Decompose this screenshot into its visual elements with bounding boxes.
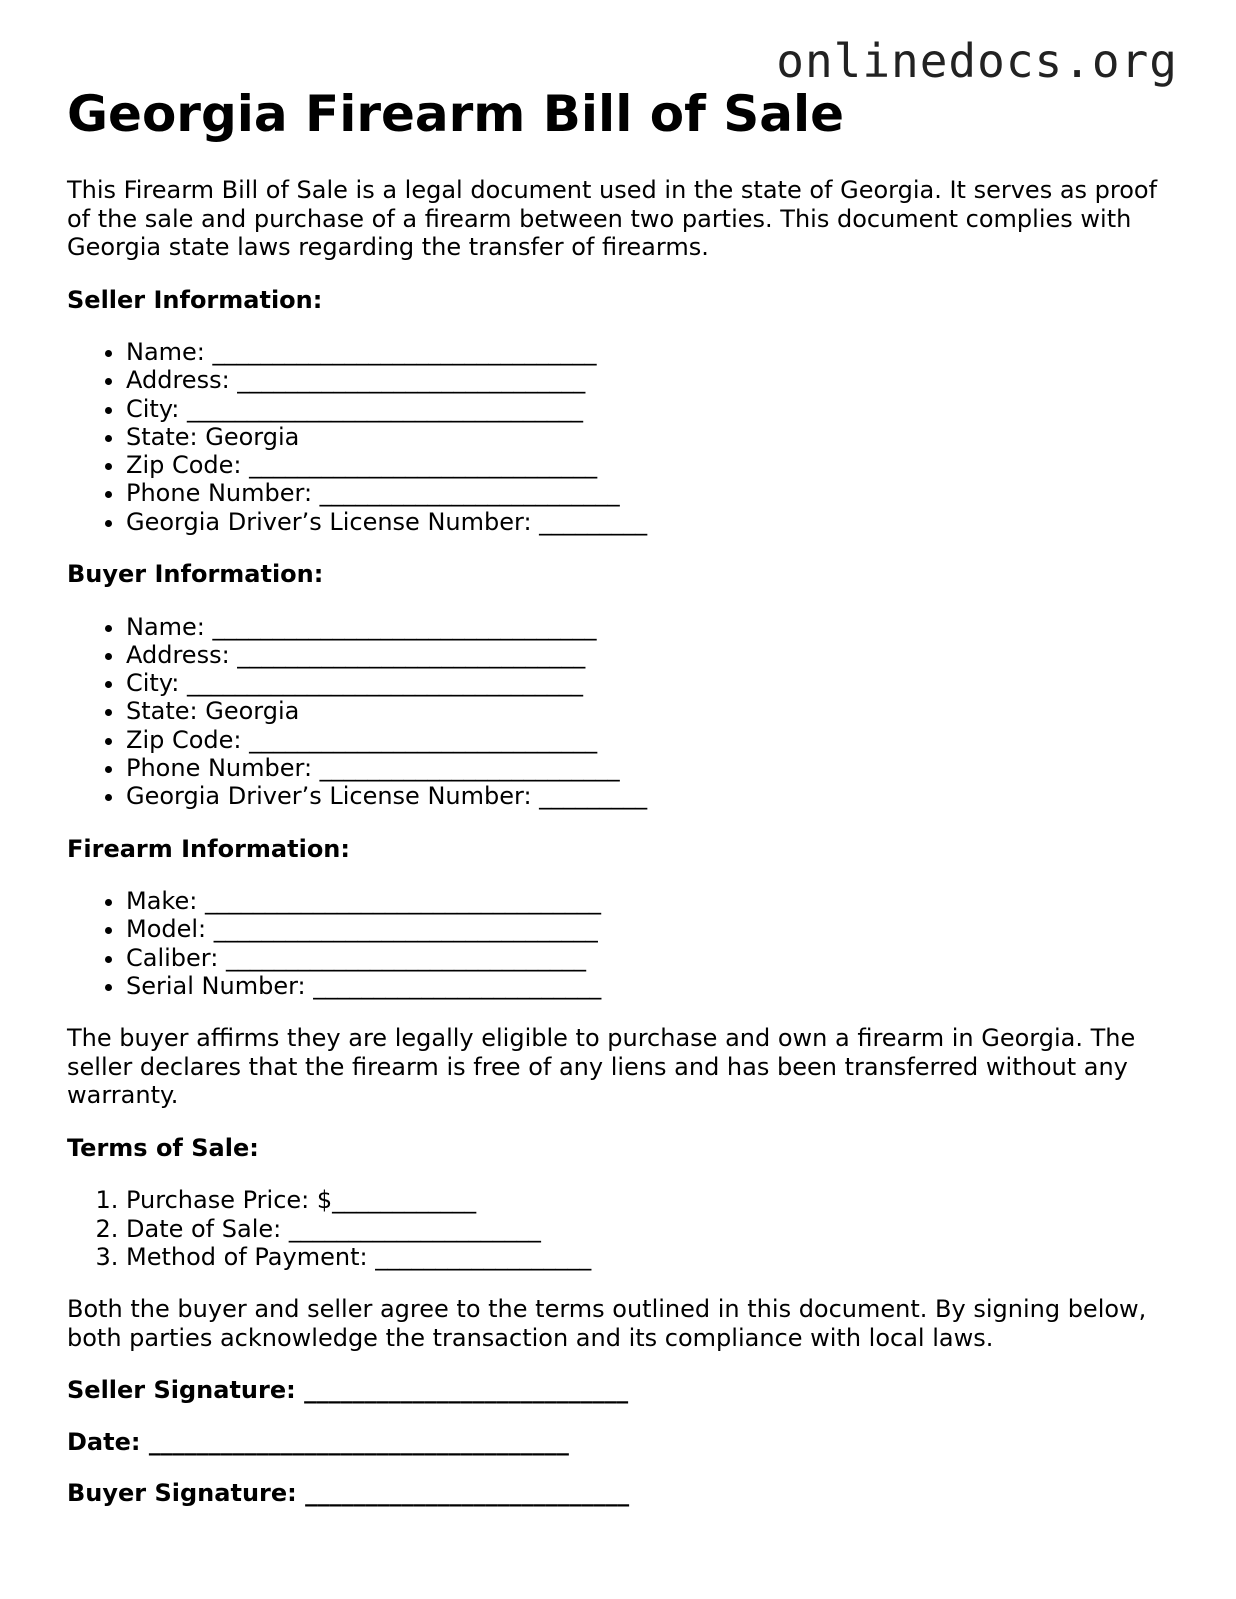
seller-city-field: • City: _________________________________	[126, 395, 1177, 423]
affirmation-paragraph: The buyer affirms they are legally eligible to purchase and own a firearm in Georgia. The seller declares that the firearm is free of any liens and has been transferred without any warranty.	[67, 1024, 1136, 1110]
payment-method-field: 3. Method of Payment: __________________	[126, 1243, 1177, 1271]
seller-phone-field: • Phone Number: _________________________	[126, 479, 1177, 507]
seller-address-field: • Address: _____________________________	[126, 366, 1177, 394]
firearm-caliber-field: • Caliber: ______________________________	[126, 944, 1177, 972]
buyer-zip-field: • Zip Code: _____________________________	[126, 726, 1177, 754]
firearm-serial-field: • Serial Number: ________________________	[126, 972, 1177, 1000]
buyer-address-field: • Address: _____________________________	[126, 641, 1177, 669]
seller-list	[67, 338, 1177, 536]
firearm-model-field: • Model: ________________________________	[126, 915, 1177, 943]
intro-paragraph: This Firearm Bill of Sale is a legal document used in the state of Georgia. It serves as proof of the sale and purchase of a firearm between two parties. This document complies with Georgia state laws regarding the transfer of firearms.	[67, 176, 1158, 261]
terms-heading: Terms of Sale:	[67, 1133, 259, 1162]
seller-license-field: • Georgia Driver’s License Number: _________	[126, 508, 1177, 536]
agreement-paragraph: Both the buyer and seller agree to the terms outlined in this document. By signing below, both parties acknowledge the transaction and its compliance with local laws.	[67, 1295, 1147, 1352]
buyer-signature-line: Buyer Signature: ___________________________	[67, 1479, 630, 1508]
watermark-logo: onlinedocs.org	[776, 34, 1178, 88]
buyer-heading: Buyer Information:	[67, 560, 324, 589]
date-of-sale-field: 2. Date of Sale: _____________________	[126, 1215, 1177, 1243]
firearm-make-field: • Make: _________________________________	[126, 887, 1177, 915]
firearm-heading: Firearm Information:	[67, 834, 350, 863]
document-title: Georgia Firearm Bill of Sale	[67, 85, 845, 143]
buyer-state-field: • State: Georgia	[126, 697, 1177, 725]
seller-state-field: • State: Georgia	[126, 423, 1177, 451]
terms-list	[67, 1186, 1177, 1271]
buyer-city-field: • City: _________________________________	[126, 669, 1177, 697]
seller-name-field: • Name: ________________________________	[126, 338, 1177, 366]
buyer-phone-field: • Phone Number: _________________________	[126, 754, 1177, 782]
buyer-name-field: • Name: ________________________________	[126, 613, 1177, 641]
buyer-license-field: • Georgia Driver’s License Number: _________	[126, 782, 1177, 810]
seller-zip-field: • Zip Code: _____________________________	[126, 451, 1177, 479]
seller-signature-line: Seller Signature: ___________________________	[67, 1376, 629, 1405]
date-signature-line: Date: ___________________________________	[67, 1427, 569, 1456]
document	[67, 84, 1177, 1508]
purchase-price-field: 1. Purchase Price: $____________	[126, 1186, 1177, 1214]
firearm-list	[67, 887, 1177, 1000]
seller-heading: Seller Information:	[67, 285, 323, 314]
buyer-list	[67, 613, 1177, 811]
